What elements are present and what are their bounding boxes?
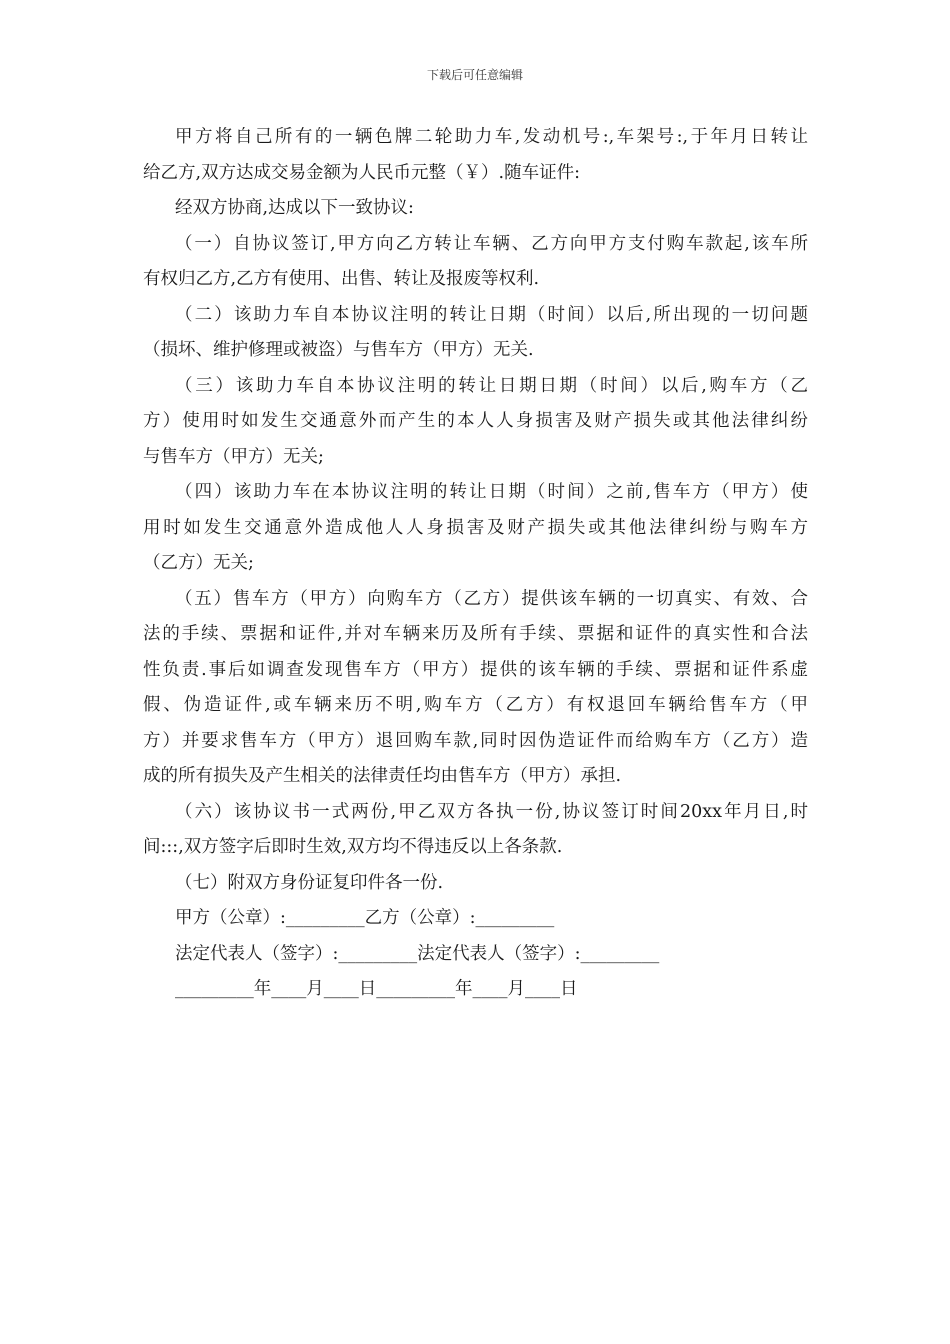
text-line: （乙方）无关; xyxy=(143,553,254,573)
text-line: （四）该助力车在本协议注明的转让日期（时间）之前,售车方（甲方）使 xyxy=(175,482,808,502)
text-line: 法定代表人（签字）:_________法定代表人（签字）:_________ xyxy=(175,943,660,964)
text-line: （一）自协议签订,甲方向乙方转让车辆、乙方向甲方支付购车款起,该车所 xyxy=(175,233,808,254)
page-header: 下载后可任意编辑 xyxy=(426,68,523,82)
text-line: （三）该助力车自本协议注明的转让日期日期（时间）以后,购车方（乙 xyxy=(175,375,808,396)
text-line: 方）并要求售车方（甲方）退回购车款,同时因伪造证件而给购车方（乙方）造 xyxy=(143,730,808,751)
text-line: 假、伪造证件,或车辆来历不明,购车方（乙方）有权退回车辆给售车方（甲 xyxy=(143,695,808,715)
text-line: 间:::,双方签字后即时生效,双方均不得违反以上各条款. xyxy=(143,837,563,857)
text-line: （损坏、维护修理或被盗）与售车方（甲方）无关. xyxy=(143,340,534,360)
text-line: 经双方协商,达成以下一致协议: xyxy=(175,198,414,218)
text-line: 性负责.事后如调查发现售车方（甲方）提供的该车辆的手续、票据和证件系虚 xyxy=(143,659,808,680)
text-line: （七）附双方身份证复印件各一份. xyxy=(175,872,444,893)
text-line: （六）该协议书一式两份,甲乙双方各执一份,协议签订时间20xx年月日,时 xyxy=(175,801,808,822)
text-line: 给乙方,双方达成交易金额为人民币元整（￥）.随车证件: xyxy=(143,162,581,183)
text-line: 有权归乙方,乙方有使用、出售、转让及报废等权利. xyxy=(143,269,540,289)
document-body xyxy=(143,120,808,1008)
text-line: 法的手续、票据和证件,并对车辆来历及所有手续、票据和证件的真实性和合法 xyxy=(143,624,808,644)
text-line: 成的所有损失及产生相关的法律责任均由售车方（甲方）承担. xyxy=(143,766,622,786)
text-line: 甲方将自己所有的一辆色牌二轮助力车,发动机号:,车架号:,于年月日转让 xyxy=(175,127,808,147)
text-line: _________年____月____日_________年____月____日 xyxy=(175,979,578,999)
text-line: （五）售车方（甲方）向购车方（乙方）提供该车辆的一切真实、有效、合 xyxy=(175,588,808,609)
text-line: 用时如发生交通意外造成他人人身损害及财产损失或其他法律纠纷与购车方 xyxy=(143,517,808,538)
text-line: 甲方（公章）:_________乙方（公章）:_________ xyxy=(175,908,555,928)
text-line: 与售车方（甲方）无关; xyxy=(143,446,324,467)
text-line: 方）使用时如发生交通意外而产生的本人人身损害及财产损失或其他法律纠纷 xyxy=(143,411,808,431)
text-line: （二）该助力车自本协议注明的转让日期（时间）以后,所出现的一切问题 xyxy=(175,304,808,325)
